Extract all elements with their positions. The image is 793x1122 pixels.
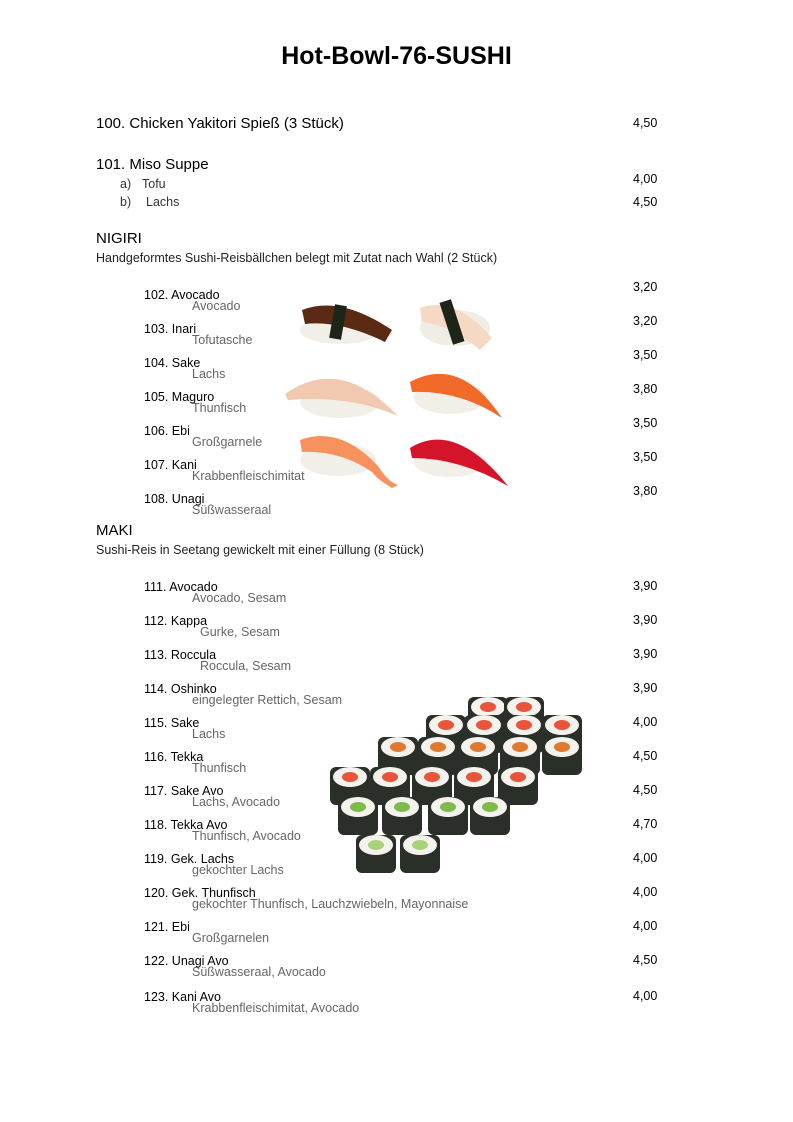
salmon-nigiri: [410, 374, 502, 418]
menu-item-price: 4,50: [633, 953, 658, 967]
menu-item-description: Gurke, Sesam: [200, 625, 280, 639]
menu-item-description: Krabbenfleischimitat, Avocado: [192, 1001, 360, 1015]
item-label: 101. Miso Suppe: [96, 156, 209, 173]
menu-item-name: 111. Avocado: [144, 580, 218, 594]
white-fish-nigiri: [420, 299, 492, 350]
menu-item-price: 3,50: [633, 450, 658, 464]
menu-item-price: 3,20: [633, 314, 658, 328]
menu-item-name: 107. Kani: [144, 458, 197, 472]
menu-item-name: 123. Kani Avo: [144, 990, 221, 1004]
menu-item-name: 113. Roccula: [144, 648, 217, 662]
item-price: 4,50: [633, 116, 658, 130]
menu-item-name: 108. Unagi: [144, 492, 205, 506]
menu-item-name: 106. Ebi: [144, 424, 190, 438]
menu-item-name: 114. Oshinko: [144, 682, 217, 696]
menu-item-price: 4,00: [633, 885, 658, 899]
menu-item-price: 3,90: [633, 647, 658, 661]
option-name: Lachs: [146, 195, 180, 209]
ebi-nigiri: [300, 436, 398, 488]
menu-item-price: 3,90: [633, 681, 658, 695]
menu-item-name: 102. Avocado: [144, 288, 220, 302]
menu-item-price: 3,80: [633, 382, 658, 396]
menu-item-name: 115. Sake: [144, 716, 200, 730]
menu-item-name: 119. Gek. Lachs: [144, 852, 235, 866]
menu-item-description: Großgarnelen: [192, 931, 270, 945]
menu-item-price: 4,00: [633, 715, 658, 729]
menu-item-description: gekochter Thunfisch, Lauchzwiebeln, Mayonnaise: [192, 897, 469, 911]
menu-item-price: 4,50: [633, 783, 658, 797]
menu-item-price: 4,00: [633, 989, 658, 1003]
menu-item-name: 122. Unagi Avo: [144, 954, 229, 968]
maguro-nigiri: [410, 440, 508, 486]
menu-item-name: 104. Sake: [144, 356, 201, 370]
section-heading: NIGIRI: [96, 230, 142, 247]
option-letter: b): [120, 195, 132, 209]
menu-item-name: 105. Maguro: [144, 390, 215, 404]
menu-title: Hot-Bowl-76-SUSHI: [281, 42, 512, 70]
unagi-nigiri: [300, 304, 392, 344]
menu-item-name: 121. Ebi: [144, 920, 190, 934]
nigiri-photo: [280, 290, 515, 495]
menu-item-price: 3,50: [633, 348, 658, 362]
menu-item-price: 4,70: [633, 817, 658, 831]
menu-item-description: gekochter Lachs: [192, 863, 284, 877]
menu-item-price: 3,80: [633, 484, 658, 498]
section-heading: MAKI: [96, 522, 133, 539]
menu-item-price: 4,00: [633, 919, 658, 933]
menu-item-name: 112. Kappa: [144, 614, 208, 628]
menu-item-description: Lachs: [192, 727, 226, 741]
menu-item-price: 3,50: [633, 416, 658, 430]
menu-item-description: Avocado: [192, 299, 241, 313]
maki-photo: [328, 685, 593, 875]
option-name: Tofu: [142, 177, 166, 191]
section-description: Sushi-Reis in Seetang gewickelt mit einer Füllung (8 Stück): [96, 543, 424, 557]
menu-item-name: 103. Inari: [144, 322, 197, 336]
menu-item-price: 4,50: [633, 749, 658, 763]
menu-item-name: 118. Tekka Avo: [144, 818, 228, 832]
menu-item-description: Süßwasseraal: [192, 503, 272, 517]
menu-item-price: 4,00: [633, 851, 658, 865]
menu-item-name: 117. Sake Avo: [144, 784, 224, 798]
menu-item-price: 3,20: [633, 280, 658, 294]
option-price: 4,00: [633, 172, 658, 186]
menu-item-description: Thunfisch, Avocado: [192, 829, 301, 843]
menu-item-description: Thunfisch: [192, 761, 247, 775]
option-letter: a): [120, 177, 132, 191]
option-price: 4,50: [633, 195, 658, 209]
menu-item-price: 3,90: [633, 579, 658, 593]
menu-item-price: 3,90: [633, 613, 658, 627]
item-label: 100. Chicken Yakitori Spieß (3 Stück): [96, 115, 344, 132]
section-description: Handgeformtes Sushi-Reisbällchen belegt mit Zutat nach Wahl (2 Stück): [96, 251, 498, 265]
menu-item-description: Süßwasseraal, Avocado: [192, 965, 326, 979]
menu-item-description: Tofutasche: [192, 333, 253, 347]
menu-item-description: Lachs, Avocado: [192, 795, 281, 809]
menu-item-description: Krabbenfleischimitat: [192, 469, 305, 483]
menu-item-name: 120. Gek. Thunfisch: [144, 886, 256, 900]
menu-item-description: Großgarnele: [192, 435, 263, 449]
menu-item-description: eingelegter Rettich, Sesam: [192, 693, 343, 707]
menu-item-description: Lachs: [192, 367, 226, 381]
menu-item-description: Thunfisch: [192, 401, 247, 415]
menu-item-description: Avocado, Sesam: [192, 591, 287, 605]
menu-item-description: Roccula, Sesam: [200, 659, 292, 673]
tai-nigiri: [285, 379, 398, 418]
menu-item-name: 116. Tekka: [144, 750, 204, 764]
